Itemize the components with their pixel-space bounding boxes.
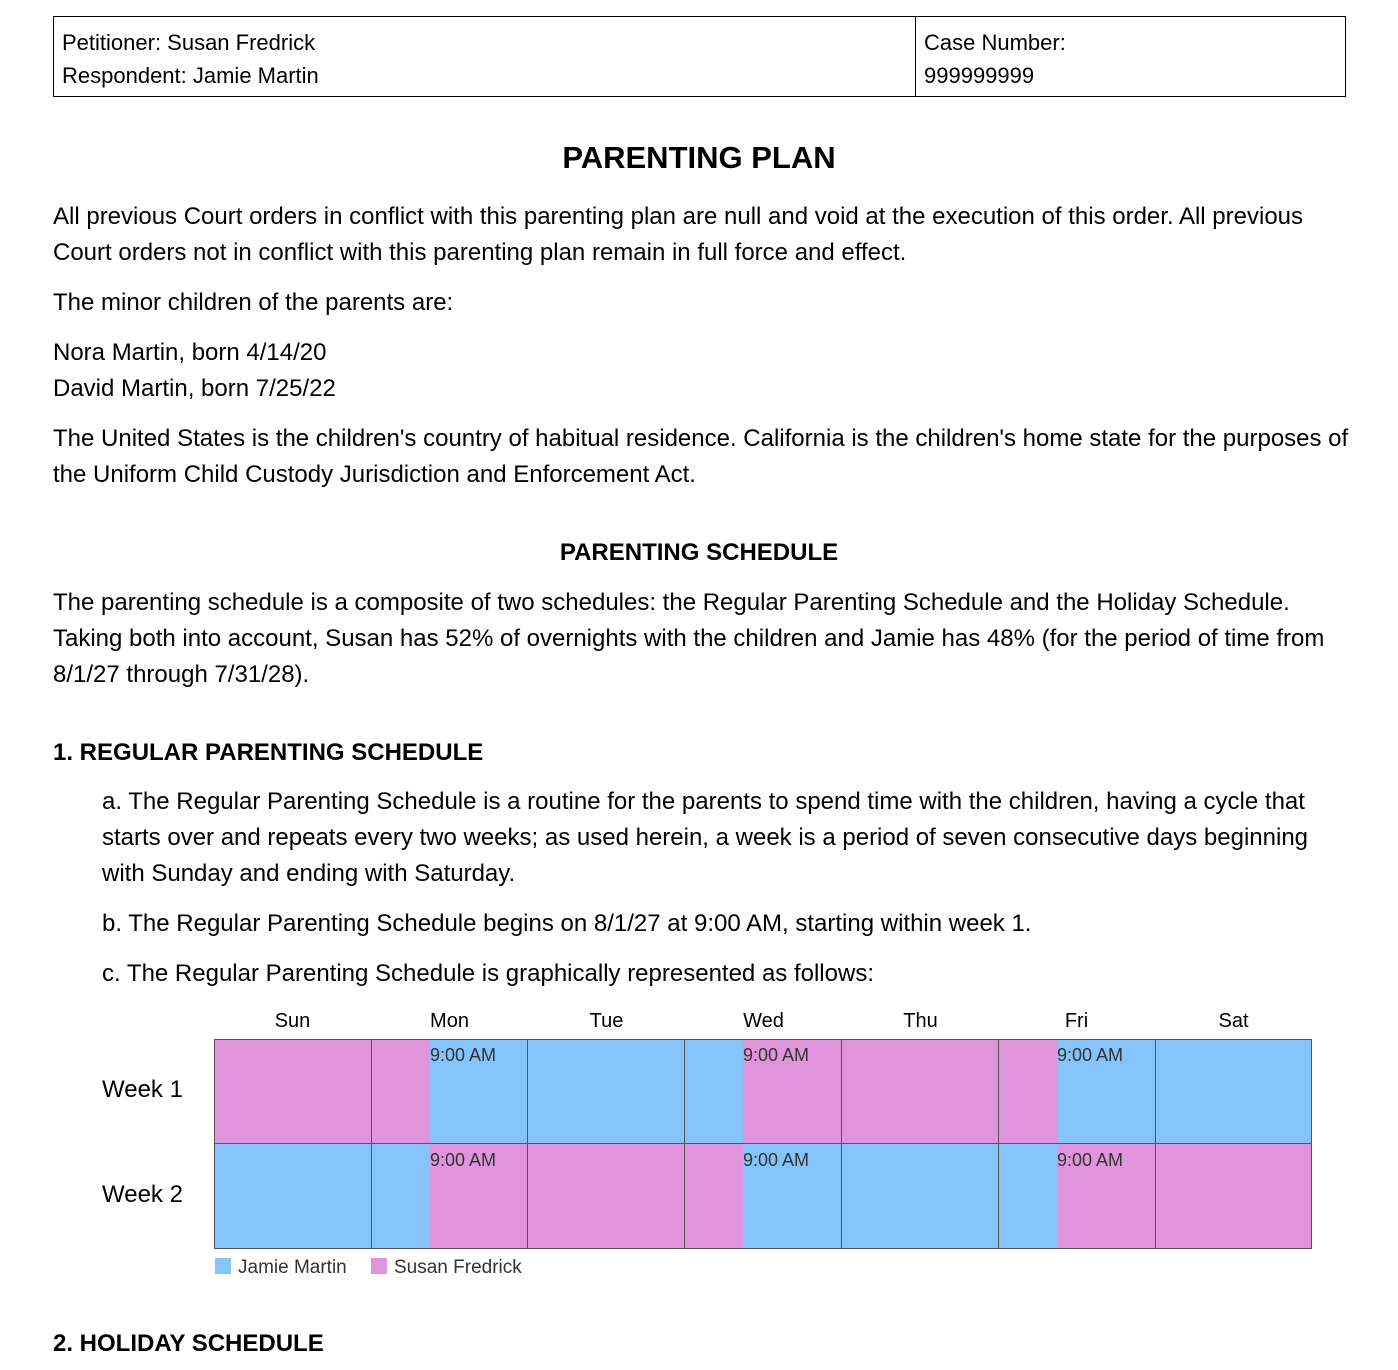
section-1-a: a. The Regular Parenting Schedule is a routine for the parents to spend time with the children, having a cycle that starts over and repeats every two weeks; as used herein, a week is a period of seven consecutive days beginning with Sunday and ending with Saturday.	[102, 788, 1309, 887]
case-header	[53, 16, 1346, 97]
case-number-cell	[916, 17, 1345, 96]
week1-mon-time: 9:00 AM	[430, 1045, 497, 1065]
day-divider	[527, 1039, 528, 1249]
week2-mon-time: 9:00 AM	[430, 1150, 497, 1170]
schedule-heading: PARENTING SCHEDULE	[559, 539, 839, 566]
day-mon: Mon	[430, 1010, 469, 1032]
day-divider	[841, 1039, 842, 1249]
respondent: Respondent: Jamie Martin	[62, 63, 319, 88]
case-number: 999999999	[924, 63, 1035, 88]
day-tue: Tue	[589, 1010, 624, 1032]
day-sat: Sat	[1218, 1010, 1249, 1032]
day-divider	[371, 1039, 372, 1249]
legend-susan: Susan Fredrick	[394, 1257, 522, 1278]
day-wed: Wed	[743, 1010, 784, 1032]
children-intro: The minor children of the parents are:	[53, 289, 454, 316]
day-fri: Fri	[1064, 1010, 1089, 1032]
section-1-heading: 1. REGULAR PARENTING SCHEDULE	[53, 739, 484, 766]
legend-jamie: Jamie Martin	[238, 1257, 347, 1278]
case-number-label: Case Number:	[924, 30, 1066, 55]
day-sun: Sun	[274, 1010, 311, 1032]
week-divider	[214, 1143, 1312, 1144]
week2-wed-time: 9:00 AM	[743, 1150, 810, 1170]
day-thu: Thu	[903, 1010, 938, 1032]
legend-swatch-susan	[371, 1258, 387, 1274]
week2-fri-time: 9:00 AM	[1057, 1150, 1124, 1170]
section-1-c: c. The Regular Parenting Schedule is graphically represented as follows:	[102, 960, 874, 987]
parties-cell	[54, 17, 916, 96]
day-divider	[684, 1039, 685, 1249]
calendar-border	[214, 1039, 1312, 1249]
week-2-label: Week 2	[102, 1181, 183, 1208]
day-divider	[1155, 1039, 1156, 1249]
child-2: David Martin, born 7/25/22	[53, 375, 336, 402]
intro-paragraph: All previous Court orders in conflict with this parenting plan are null and void at the execution of this order. All previous Court orders not in conflict with this parenting plan remain in full force and effect.	[53, 203, 1304, 266]
page-title: PARENTING PLAN	[562, 140, 836, 175]
week-1-label: Week 1	[102, 1076, 183, 1103]
section-2-heading: 2. HOLIDAY SCHEDULE	[53, 1330, 324, 1357]
residence-paragraph: The United States is the children's country of habitual residence. California is the children's home state for the purposes of the Uniform Child Custody Jurisdiction and Enforcement Act.	[53, 425, 1349, 488]
section-1-b: b. The Regular Parenting Schedule begins on 8/1/27 at 9:00 AM, starting within week 1.	[102, 910, 1032, 937]
day-divider	[998, 1039, 999, 1249]
week1-fri-time: 9:00 AM	[1057, 1045, 1124, 1065]
legend-swatch-jamie	[215, 1258, 231, 1274]
petitioner: Petitioner: Susan Fredrick	[62, 30, 316, 55]
schedule-paragraph: The parenting schedule is a composite of two schedules: the Regular Parenting Schedule and the Holiday Schedule. Taking both into account, Susan has 52% of overnights with the children and Jamie has 48% (for the period of time from 8/1/27 through 7/31/28).	[53, 589, 1325, 688]
child-1: Nora Martin, born 4/14/20	[53, 339, 327, 366]
week1-wed-time: 9:00 AM	[743, 1045, 810, 1065]
